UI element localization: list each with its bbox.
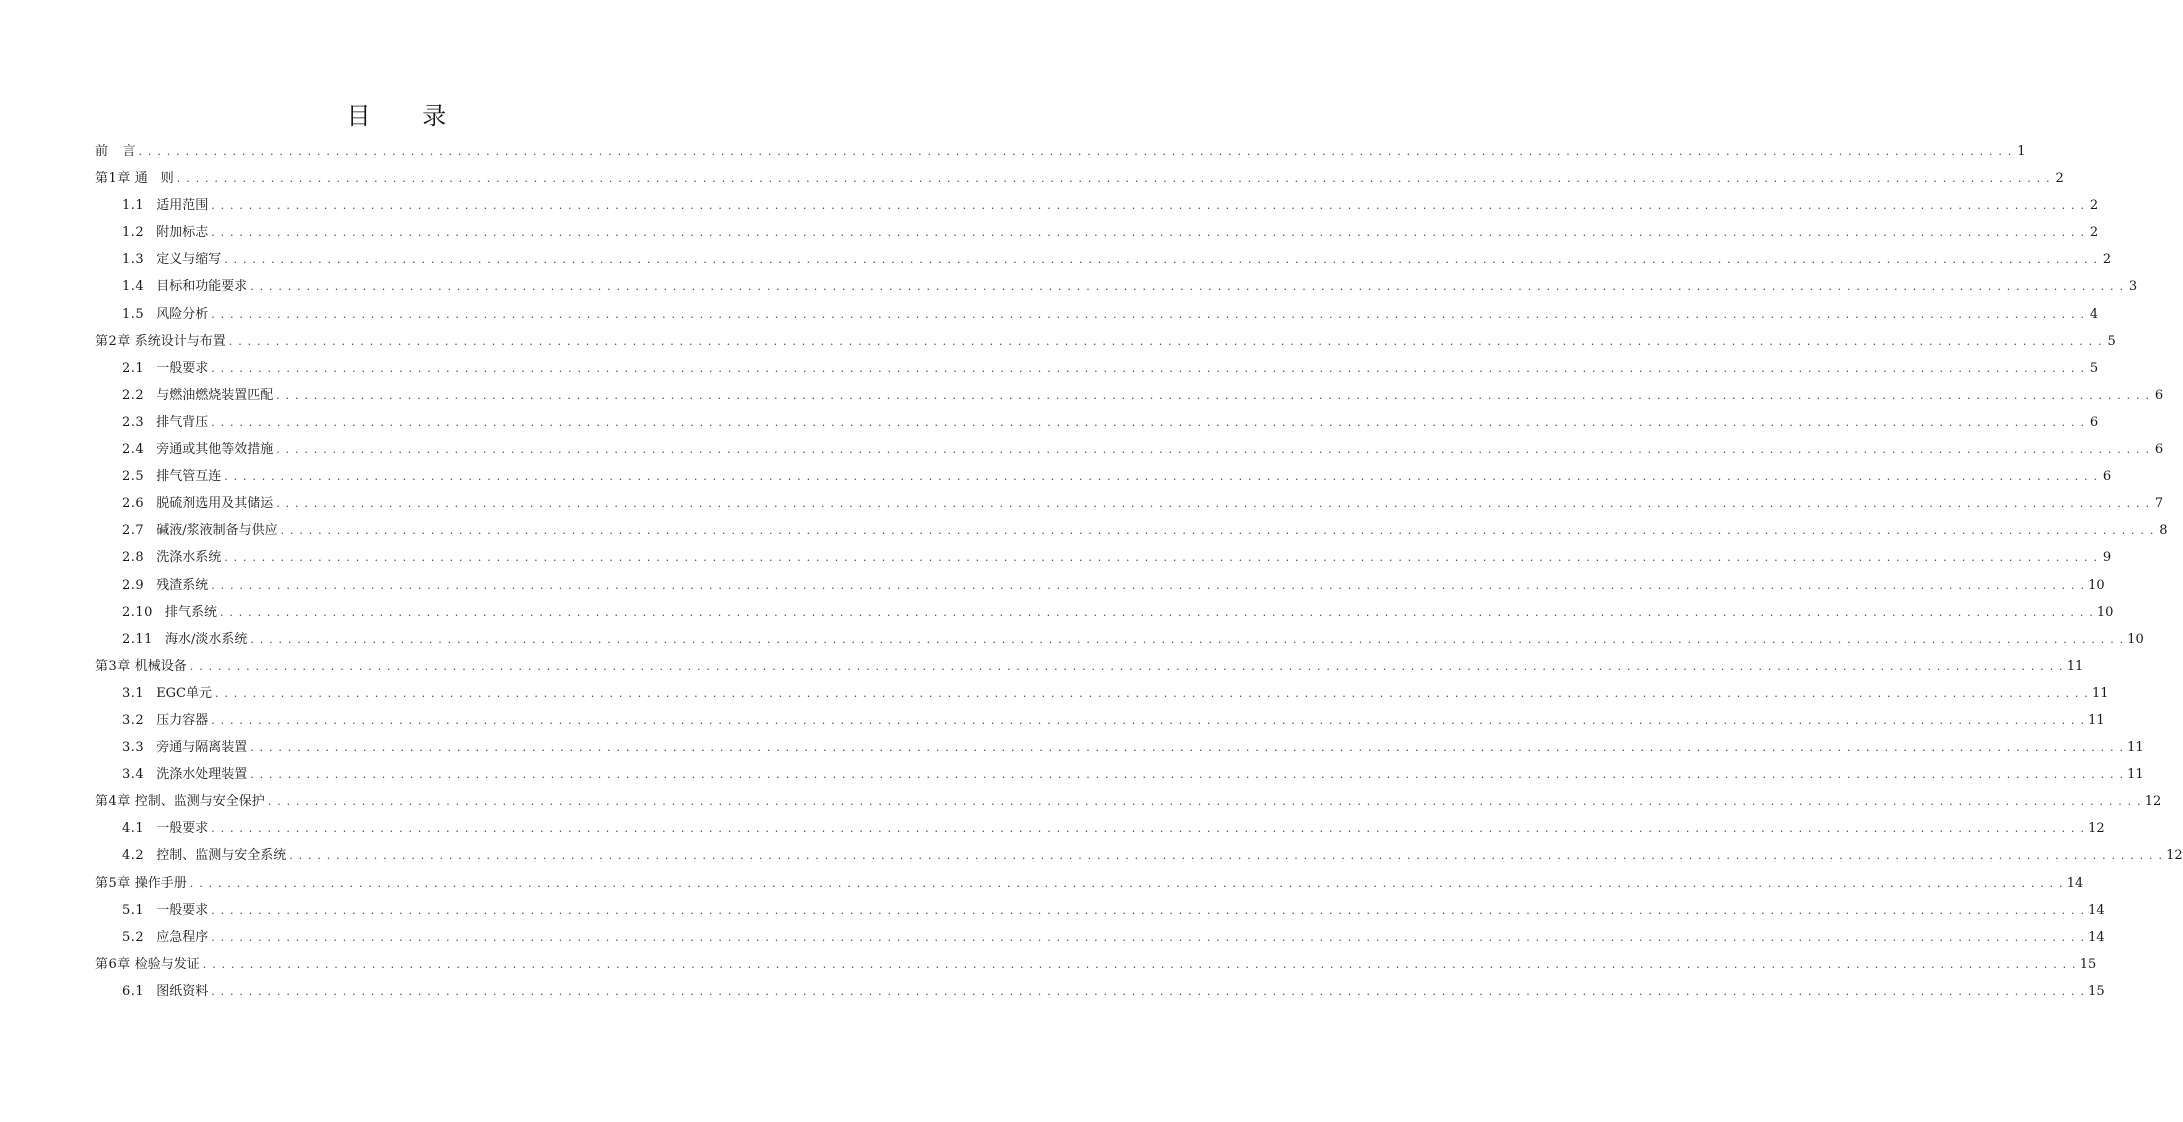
toc-entry-number: 4.1 <box>122 821 145 837</box>
toc-entry-number: 1.2 <box>122 225 145 241</box>
table-of-contents <box>95 140 2183 1007</box>
dot-leader: . . . . . . . . . . . . . . . . . . . . . . . . . . . . . . . . . . . . . . . . . . . . . . . . . . . . . . . . . . . . . . . . . . . . . . . . . . . . . . . . . . . . . . . . . . . . . . . . . . . . . . . . . . . . . . . . . . . . . . . . . . . . . . . . . . . . . . . . . . . . . . . . . . . . . . . . . . . . . . . . . . . . . . . . . . . . . . . . . . . . . . . . . . . . . . . . . . . . . . . . <box>211 930 2086 944</box>
toc-entry[interactable] <box>95 519 2168 546</box>
toc-entry-label: 排气背压 <box>156 414 209 430</box>
toc-entry-page: 12 <box>2166 848 2183 864</box>
toc-entry-number: 第2章 <box>95 333 131 349</box>
toc-entry-label: 控制、监测与安全系统 <box>156 848 287 864</box>
dot-leader: . . . . . . . . . . . . . . . . . . . . . . . . . . . . . . . . . . . . . . . . . . . . . . . . . . . . . . . . . . . . . . . . . . . . . . . . . . . . . . . . . . . . . . . . . . . . . . . . . . . . . . . . . . . . . . . . . . . . . . . . . . . . . . . . . . . . . . . . . . . . . . . . . . . . . . . . . . . . . . . . . . . . . . . . . . . . . . . . . . . . . . . . . . . . . . . . . . . . . . . . <box>211 713 2086 727</box>
toc-entry-page: 4 <box>2089 306 2099 322</box>
toc-entry-number: 第5章 <box>95 875 131 891</box>
toc-entry-label: 旁通或其他等效措施 <box>156 442 274 458</box>
toc-entry-page: 12 <box>2088 821 2105 837</box>
toc-entry-page: 12 <box>2144 794 2162 810</box>
toc-entry-page: 1 <box>2017 144 2026 159</box>
toc-entry-number: 第6章 <box>95 956 131 972</box>
dot-leader: . . . . . . . . . . . . . . . . . . . . . . . . . . . . . . . . . . . . . . . . . . . . . . . . . . . . . . . . . . . . . . . . . . . . . . . . . . . . . . . . . . . . . . . . . . . . . . . . . . . . . . . . . . . . . . . . . . . . . . . . . . . . . . . . . . . . . . . . . . . . . . . . . . . . . . . . . . . . . . . . . . . . . . . . . . . . . . . . . . . . . . . . . . . . . . . . . . . . . . . . <box>211 822 2086 836</box>
toc-entry-number: 2.11 <box>122 631 153 647</box>
toc-entry-page: 5 <box>2107 333 2116 349</box>
toc-entry[interactable] <box>95 303 2099 330</box>
toc-entry-number: 3.1 <box>122 685 145 701</box>
dot-leader: . . . . . . . . . . . . . . . . . . . . . . . . . . . . . . . . . . . . . . . . . . . . . . . . . . . . . . . . . . . . . . . . . . . . . . . . . . . . . . . . . . . . . . . . . . . . . . . . . . . . . . . . . . . . . . . . . . . . . . . . . . . . . . . . . . . . . . . . . . . . . . . . . . . . . . . . . . . . . . . . . . . . . . . . . . . . . . . . . . . . . . . . . . . . . . . . . . . . . . . . <box>250 768 2125 782</box>
toc-entry-label: 排气系统 <box>164 604 217 620</box>
toc-entry-number: 1.1 <box>122 198 145 214</box>
toc-entry-page: 2 <box>2102 252 2112 268</box>
toc-entry-label: 附加标志 <box>156 225 209 241</box>
toc-entry[interactable] <box>95 411 2099 438</box>
toc-entry[interactable] <box>95 438 2164 465</box>
toc-entry[interactable] <box>95 275 2138 302</box>
dot-leader: . . . . . . . . . . . . . . . . . . . . . . . . . . . . . . . . . . . . . . . . . . . . . . . . . . . . . . . . . . . . . . . . . . . . . . . . . . . . . . . . . . . . . . . . . . . . . . . . . . . . . . . . . . . . . . . . . . . . . . . . . . . . . . . . . . . . . . . . . . . . . . . . . . . . . . . . . . . . . . . . . . . . . . . . . . . . . . . . . . . . . . . . . . . . . . . . . . . . . . . . <box>276 443 2151 457</box>
page-title: 目 录 <box>346 102 469 130</box>
toc-entry-page: 6 <box>2154 442 2164 458</box>
toc-entry-label: 定义与缩写 <box>156 252 222 268</box>
dot-leader: . . . . . . . . . . . . . . . . . . . . . . . . . . . . . . . . . . . . . . . . . . . . . . . . . . . . . . . . . . . . . . . . . . . . . . . . . . . . . . . . . . . . . . . . . . . . . . . . . . . . . . . . . . . . . . . . . . . . . . . . . . . . . . . . . . . . . . . . . . . . . . . . . . . . . . . . . . . . . . . . . . . . . . . . . . . . . . . . . . . . . . . . . . . . . . . . . . . . . . . . <box>250 280 2125 294</box>
toc-entry-number: 第3章 <box>95 658 131 674</box>
toc-entry-number: 2.6 <box>122 496 145 512</box>
toc-entry[interactable] <box>95 655 2084 682</box>
toc-entry-page: 6 <box>2154 387 2164 403</box>
toc-entry-label: 通 则 <box>134 171 174 187</box>
toc-entry-page: 11 <box>2127 740 2144 756</box>
dot-leader: . . . . . . . . . . . . . . . . . . . . . . . . . . . . . . . . . . . . . . . . . . . . . . . . . . . . . . . . . . . . . . . . . . . . . . . . . . . . . . . . . . . . . . . . . . . . . . . . . . . . . . . . . . . . . . . . . . . . . . . . . . . . . . . . . . . . . . . . . . . . . . . . . . . . . . . . . . . . . . . . . . . . . . . . . . . . . . . . . . . . . . . . . . . . . . . . . . . . . . . . <box>138 145 2013 158</box>
toc-entry-label: 言 <box>122 144 136 159</box>
dot-leader: . . . . . . . . . . . . . . . . . . . . . . . . . . . . . . . . . . . . . . . . . . . . . . . . . . . . . . . . . . . . . . . . . . . . . . . . . . . . . . . . . . . . . . . . . . . . . . . . . . . . . . . . . . . . . . . . . . . . . . . . . . . . . . . . . . . . . . . . . . . . . . . . . . . . . . . . . . . . . . . . . . . . . . . . . . . . . . . . . . . . . . . . . . . . . . . . . . . . . . . . <box>276 388 2151 402</box>
toc-entry-number: 2.10 <box>122 604 153 620</box>
toc-entry-page: 6 <box>2089 414 2099 430</box>
toc-entry[interactable] <box>95 763 2144 790</box>
dot-leader: . . . . . . . . . . . . . . . . . . . . . . . . . . . . . . . . . . . . . . . . . . . . . . . . . . . . . . . . . . . . . . . . . . . . . . . . . . . . . . . . . . . . . . . . . . . . . . . . . . . . . . . . . . . . . . . . . . . . . . . . . . . . . . . . . . . . . . . . . . . . . . . . . . . . . . . . . . . . . . . . . . . . . . . . . . . . . . . . . . . . . . . . . . . . . . . . . . . . . . . . <box>289 849 2164 863</box>
dot-leader: . . . . . . . . . . . . . . . . . . . . . . . . . . . . . . . . . . . . . . . . . . . . . . . . . . . . . . . . . . . . . . . . . . . . . . . . . . . . . . . . . . . . . . . . . . . . . . . . . . . . . . . . . . . . . . . . . . . . . . . . . . . . . . . . . . . . . . . . . . . . . . . . . . . . . . . . . . . . . . . . . . . . . . . . . . . . . . . . . . . . . . . . . . . . . . . . . . . . . . . . <box>211 578 2086 592</box>
toc-entry-label: 图纸资料 <box>156 983 209 999</box>
dot-leader: . . . . . . . . . . . . . . . . . . . . . . . . . . . . . . . . . . . . . . . . . . . . . . . . . . . . . . . . . . . . . . . . . . . . . . . . . . . . . . . . . . . . . . . . . . . . . . . . . . . . . . . . . . . . . . . . . . . . . . . . . . . . . . . . . . . . . . . . . . . . . . . . . . . . . . . . . . . . . . . . . . . . . . . . . . . . . . . . . . . . . . . . . . . . . . . . . . . . . . . . <box>211 361 2086 375</box>
toc-entry-label: 适用范围 <box>156 198 209 214</box>
toc-entry-label: 一般要求 <box>156 902 209 918</box>
toc-entry-page: 14 <box>2088 929 2105 945</box>
toc-entry-number: 2.7 <box>122 523 145 539</box>
toc-entry[interactable] <box>95 194 2099 221</box>
toc-entry-label: 海水/淡水系统 <box>164 631 248 647</box>
toc-entry-page: 8 <box>2159 523 2168 539</box>
toc-entry-label: 一般要求 <box>156 821 209 837</box>
toc-entry[interactable] <box>95 736 2144 763</box>
toc-entry-page: 6 <box>2102 469 2112 485</box>
toc-entry-label: 应急程序 <box>156 929 209 945</box>
toc-entry-number: 2.9 <box>122 577 145 593</box>
toc-entry-page: 10 <box>2088 577 2105 593</box>
dot-leader: . . . . . . . . . . . . . . . . . . . . . . . . . . . . . . . . . . . . . . . . . . . . . . . . . . . . . . . . . . . . . . . . . . . . . . . . . . . . . . . . . . . . . . . . . . . . . . . . . . . . . . . . . . . . . . . . . . . . . . . . . . . . . . . . . . . . . . . . . . . . . . . . . . . . . . . . . . . . . . . . . . . . . . . . . . . . . . . . . . . . . . . . . . . . . . . . . . . . . . . . <box>224 470 2099 484</box>
dot-leader: . . . . . . . . . . . . . . . . . . . . . . . . . . . . . . . . . . . . . . . . . . . . . . . . . . . . . . . . . . . . . . . . . . . . . . . . . . . . . . . . . . . . . . . . . . . . . . . . . . . . . . . . . . . . . . . . . . . . . . . . . . . . . . . . . . . . . . . . . . . . . . . . . . . . . . . . . . . . . . . . . . . . . . . . . . . . . . . . . . . . . . . . . . . . . . . . . . . . . . . . <box>228 334 2103 348</box>
toc-entry-number: 2.8 <box>122 550 145 566</box>
toc-entry[interactable] <box>95 872 2084 899</box>
toc-entry-page: 11 <box>2088 712 2105 728</box>
toc-entry-number: 4.2 <box>122 848 145 864</box>
toc-entry-number: 5.2 <box>122 929 145 945</box>
dot-leader: . . . . . . . . . . . . . . . . . . . . . . . . . . . . . . . . . . . . . . . . . . . . . . . . . . . . . . . . . . . . . . . . . . . . . . . . . . . . . . . . . . . . . . . . . . . . . . . . . . . . . . . . . . . . . . . . . . . . . . . . . . . . . . . . . . . . . . . . . . . . . . . . . . . . . . . . . . . . . . . . . . . . . . . . . . . . . . . . . . . . . . . . . . . . . . . . . . . . . . . . <box>211 984 2086 998</box>
toc-entry[interactable] <box>95 330 2116 357</box>
toc-entry-label: 机械设备 <box>134 658 187 674</box>
toc-entry-page: 7 <box>2154 496 2164 512</box>
toc-entry-label: 残渣系统 <box>156 577 209 593</box>
toc-entry-label: 排气管互连 <box>156 469 222 485</box>
dot-leader: . . . . . . . . . . . . . . . . . . . . . . . . . . . . . . . . . . . . . . . . . . . . . . . . . . . . . . . . . . . . . . . . . . . . . . . . . . . . . . . . . . . . . . . . . . . . . . . . . . . . . . . . . . . . . . . . . . . . . . . . . . . . . . . . . . . . . . . . . . . . . . . . . . . . . . . . . . . . . . . . . . . . . . . . . . . . . . . . . . . . . . . . . . . . . . . . . . . . . . . . <box>224 253 2099 267</box>
toc-entry-page: 10 <box>2127 631 2144 647</box>
toc-entry-number: 1.5 <box>122 306 145 322</box>
toc-entry-number: 2.4 <box>122 442 145 458</box>
toc-entry-page: 15 <box>2079 956 2097 972</box>
toc-entry-page: 9 <box>2102 550 2112 566</box>
toc-entry-label: 检验与发证 <box>134 956 200 972</box>
dot-leader: . . . . . . . . . . . . . . . . . . . . . . . . . . . . . . . . . . . . . . . . . . . . . . . . . . . . . . . . . . . . . . . . . . . . . . . . . . . . . . . . . . . . . . . . . . . . . . . . . . . . . . . . . . . . . . . . . . . . . . . . . . . . . . . . . . . . . . . . . . . . . . . . . . . . . . . . . . . . . . . . . . . . . . . . . . . . . . . . . . . . . . . . . . . . . . . . . . . . . . . . <box>211 903 2086 917</box>
toc-entry[interactable] <box>95 953 2097 980</box>
toc-entry-label: 旁通与隔离装置 <box>156 740 248 756</box>
dot-leader: . . . . . . . . . . . . . . . . . . . . . . . . . . . . . . . . . . . . . . . . . . . . . . . . . . . . . . . . . . . . . . . . . . . . . . . . . . . . . . . . . . . . . . . . . . . . . . . . . . . . . . . . . . . . . . . . . . . . . . . . . . . . . . . . . . . . . . . . . . . . . . . . . . . . . . . . . . . . . . . . . . . . . . . . . . . . . . . . . . . . . . . . . . . . . . . . . . . . . . . . <box>189 876 2064 890</box>
toc-entry-page: 11 <box>2066 658 2084 674</box>
dot-leader: . . . . . . . . . . . . . . . . . . . . . . . . . . . . . . . . . . . . . . . . . . . . . . . . . . . . . . . . . . . . . . . . . . . . . . . . . . . . . . . . . . . . . . . . . . . . . . . . . . . . . . . . . . . . . . . . . . . . . . . . . . . . . . . . . . . . . . . . . . . . . . . . . . . . . . . . . . . . . . . . . . . . . . . . . . . . . . . . . . . . . . . . . . . . . . . . . . . . . . . . <box>224 551 2099 565</box>
toc-entry[interactable] <box>95 682 2109 709</box>
toc-entry-number: 3.2 <box>122 712 145 728</box>
toc-entry[interactable] <box>95 248 2112 275</box>
toc-entry[interactable] <box>95 709 2105 736</box>
dot-leader: . . . . . . . . . . . . . . . . . . . . . . . . . . . . . . . . . . . . . . . . . . . . . . . . . . . . . . . . . . . . . . . . . . . . . . . . . . . . . . . . . . . . . . . . . . . . . . . . . . . . . . . . . . . . . . . . . . . . . . . . . . . . . . . . . . . . . . . . . . . . . . . . . . . . . . . . . . . . . . . . . . . . . . . . . . . . . . . . . . . . . . . . . . . . . . . . . . . . . . . . <box>189 659 2064 673</box>
toc-entry[interactable] <box>95 980 2105 1007</box>
toc-entry[interactable] <box>95 628 2144 655</box>
toc-entry-page: 11 <box>2127 767 2144 783</box>
dot-leader: . . . . . . . . . . . . . . . . . . . . . . . . . . . . . . . . . . . . . . . . . . . . . . . . . . . . . . . . . . . . . . . . . . . . . . . . . . . . . . . . . . . . . . . . . . . . . . . . . . . . . . . . . . . . . . . . . . . . . . . . . . . . . . . . . . . . . . . . . . . . . . . . . . . . . . . . . . . . . . . . . . . . . . . . . . . . . . . . . . . . . . . . . . . . . . . . . . . . . . . . <box>215 686 2089 700</box>
toc-entry[interactable] <box>95 546 2112 573</box>
dot-leader: . . . . . . . . . . . . . . . . . . . . . . . . . . . . . . . . . . . . . . . . . . . . . . . . . . . . . . . . . . . . . . . . . . . . . . . . . . . . . . . . . . . . . . . . . . . . . . . . . . . . . . . . . . . . . . . . . . . . . . . . . . . . . . . . . . . . . . . . . . . . . . . . . . . . . . . . . . . . . . . . . . . . . . . . . . . . . . . . . . . . . . . . . . . . . . . . . . . . . . . . <box>280 524 2155 538</box>
toc-entry-number: 2.3 <box>122 414 145 430</box>
dot-leader: . . . . . . . . . . . . . . . . . . . . . . . . . . . . . . . . . . . . . . . . . . . . . . . . . . . . . . . . . . . . . . . . . . . . . . . . . . . . . . . . . . . . . . . . . . . . . . . . . . . . . . . . . . . . . . . . . . . . . . . . . . . . . . . . . . . . . . . . . . . . . . . . . . . . . . . . . . . . . . . . . . . . . . . . . . . . . . . . . . . . . . . . . . . . . . . . . . . . . . . . <box>176 172 2051 186</box>
toc-entry-label: 系统设计与布置 <box>134 333 226 349</box>
toc-entry[interactable] <box>95 844 2183 871</box>
toc-entry-label: EGC单元 <box>156 685 213 701</box>
toc-entry[interactable] <box>95 574 2105 601</box>
dot-leader: . . . . . . . . . . . . . . . . . . . . . . . . . . . . . . . . . . . . . . . . . . . . . . . . . . . . . . . . . . . . . . . . . . . . . . . . . . . . . . . . . . . . . . . . . . . . . . . . . . . . . . . . . . . . . . . . . . . . . . . . . . . . . . . . . . . . . . . . . . . . . . . . . . . . . . . . . . . . . . . . . . . . . . . . . . . . . . . . . . . . . . . . . . . . . . . . . . . . . . . . <box>250 632 2125 646</box>
toc-entry-label: 一般要求 <box>156 360 209 376</box>
toc-entry[interactable] <box>95 384 2164 411</box>
toc-entry-page: 2 <box>2089 198 2099 214</box>
toc-entry-page: 2 <box>2055 171 2064 187</box>
toc-entry-number: 3.3 <box>122 740 145 756</box>
toc-entry-number: 5.1 <box>122 902 145 918</box>
toc-entry-label: 洗涤水处理装置 <box>156 767 248 783</box>
toc-entry-number: 前 <box>95 144 109 159</box>
toc-entry[interactable] <box>95 167 2064 194</box>
dot-leader: . . . . . . . . . . . . . . . . . . . . . . . . . . . . . . . . . . . . . . . . . . . . . . . . . . . . . . . . . . . . . . . . . . . . . . . . . . . . . . . . . . . . . . . . . . . . . . . . . . . . . . . . . . . . . . . . . . . . . . . . . . . . . . . . . . . . . . . . . . . . . . . . . . . . . . . . . . . . . . . . . . . . . . . . . . . . . . . . . . . . . . . . . . . . . . . . . . . . . . . . <box>250 741 2125 755</box>
dot-leader: . . . . . . . . . . . . . . . . . . . . . . . . . . . . . . . . . . . . . . . . . . . . . . . . . . . . . . . . . . . . . . . . . . . . . . . . . . . . . . . . . . . . . . . . . . . . . . . . . . . . . . . . . . . . . . . . . . . . . . . . . . . . . . . . . . . . . . . . . . . . . . . . . . . . . . . . . . . . . . . . . . . . . . . . . . . . . . . . . . . . . . . . . . . . . . . . . . . . . . . . <box>211 199 2086 213</box>
toc-entry-page: 11 <box>2091 685 2109 701</box>
toc-entry-label: 与燃油燃烧装置匹配 <box>156 387 274 403</box>
dot-leader: . . . . . . . . . . . . . . . . . . . . . . . . . . . . . . . . . . . . . . . . . . . . . . . . . . . . . . . . . . . . . . . . . . . . . . . . . . . . . . . . . . . . . . . . . . . . . . . . . . . . . . . . . . . . . . . . . . . . . . . . . . . . . . . . . . . . . . . . . . . . . . . . . . . . . . . . . . . . . . . . . . . . . . . . . . . . . . . . . . . . . . . . . . . . . . . . . . . . . . . . <box>267 795 2142 809</box>
toc-entry-page: 3 <box>2128 279 2138 295</box>
toc-entry-label: 目标和功能要求 <box>156 279 248 295</box>
toc-entry-number: 1.4 <box>122 279 145 295</box>
toc-entry-page: 14 <box>2066 875 2084 891</box>
toc-entry-number: 2.2 <box>122 387 145 403</box>
toc-entry-number: 2.5 <box>122 469 145 485</box>
dot-leader: . . . . . . . . . . . . . . . . . . . . . . . . . . . . . . . . . . . . . . . . . . . . . . . . . . . . . . . . . . . . . . . . . . . . . . . . . . . . . . . . . . . . . . . . . . . . . . . . . . . . . . . . . . . . . . . . . . . . . . . . . . . . . . . . . . . . . . . . . . . . . . . . . . . . . . . . . . . . . . . . . . . . . . . . . . . . . . . . . . . . . . . . . . . . . . . . . . . . . . . . <box>219 605 2094 619</box>
toc-entry[interactable] <box>95 899 2105 926</box>
dot-leader: . . . . . . . . . . . . . . . . . . . . . . . . . . . . . . . . . . . . . . . . . . . . . . . . . . . . . . . . . . . . . . . . . . . . . . . . . . . . . . . . . . . . . . . . . . . . . . . . . . . . . . . . . . . . . . . . . . . . . . . . . . . . . . . . . . . . . . . . . . . . . . . . . . . . . . . . . . . . . . . . . . . . . . . . . . . . . . . . . . . . . . . . . . . . . . . . . . . . . . . . <box>276 497 2151 511</box>
toc-entry-label: 压力容器 <box>156 712 209 728</box>
toc-entry-label: 脱硫剂选用及其储运 <box>156 496 274 512</box>
toc-entry[interactable] <box>95 357 2099 384</box>
toc-entry[interactable] <box>95 601 2114 628</box>
toc-entry[interactable] <box>95 817 2105 844</box>
dot-leader: . . . . . . . . . . . . . . . . . . . . . . . . . . . . . . . . . . . . . . . . . . . . . . . . . . . . . . . . . . . . . . . . . . . . . . . . . . . . . . . . . . . . . . . . . . . . . . . . . . . . . . . . . . . . . . . . . . . . . . . . . . . . . . . . . . . . . . . . . . . . . . . . . . . . . . . . . . . . . . . . . . . . . . . . . . . . . . . . . . . . . . . . . . . . . . . . . . . . . . . . <box>211 307 2086 321</box>
toc-entry-label: 控制、监测与安全保护 <box>134 794 265 810</box>
toc-entry-page: 15 <box>2088 983 2105 999</box>
toc-entry-number: 1.3 <box>122 252 145 268</box>
dot-leader: . . . . . . . . . . . . . . . . . . . . . . . . . . . . . . . . . . . . . . . . . . . . . . . . . . . . . . . . . . . . . . . . . . . . . . . . . . . . . . . . . . . . . . . . . . . . . . . . . . . . . . . . . . . . . . . . . . . . . . . . . . . . . . . . . . . . . . . . . . . . . . . . . . . . . . . . . . . . . . . . . . . . . . . . . . . . . . . . . . . . . . . . . . . . . . . . . . . . . . . . <box>211 226 2086 240</box>
toc-entry-number: 第4章 <box>95 794 131 810</box>
toc-entry[interactable] <box>95 221 2099 248</box>
toc-entry[interactable] <box>95 926 2105 953</box>
toc-entry-number: 2.1 <box>122 360 145 376</box>
dot-leader: . . . . . . . . . . . . . . . . . . . . . . . . . . . . . . . . . . . . . . . . . . . . . . . . . . . . . . . . . . . . . . . . . . . . . . . . . . . . . . . . . . . . . . . . . . . . . . . . . . . . . . . . . . . . . . . . . . . . . . . . . . . . . . . . . . . . . . . . . . . . . . . . . . . . . . . . . . . . . . . . . . . . . . . . . . . . . . . . . . . . . . . . . . . . . . . . . . . . . . . . <box>202 957 2077 971</box>
toc-entry-label: 洗涤水系统 <box>156 550 222 566</box>
toc-entry[interactable] <box>95 492 2164 519</box>
dot-leader: . . . . . . . . . . . . . . . . . . . . . . . . . . . . . . . . . . . . . . . . . . . . . . . . . . . . . . . . . . . . . . . . . . . . . . . . . . . . . . . . . . . . . . . . . . . . . . . . . . . . . . . . . . . . . . . . . . . . . . . . . . . . . . . . . . . . . . . . . . . . . . . . . . . . . . . . . . . . . . . . . . . . . . . . . . . . . . . . . . . . . . . . . . . . . . . . . . . . . . . . <box>211 415 2086 429</box>
toc-entry-page: 14 <box>2088 902 2105 918</box>
toc-entry-label: 碱液/浆液制备与供应 <box>156 523 278 539</box>
toc-entry[interactable] <box>95 465 2112 492</box>
toc-entry-page: 10 <box>2096 604 2114 620</box>
toc-entry-number: 3.4 <box>122 767 145 783</box>
toc-entry-label: 风险分析 <box>156 306 209 322</box>
toc-entry-page: 2 <box>2089 225 2099 241</box>
toc-entry[interactable] <box>95 790 2162 817</box>
toc-entry-page: 5 <box>2089 360 2099 376</box>
toc-entry[interactable] <box>95 140 2026 167</box>
toc-entry-number: 6.1 <box>122 983 145 999</box>
toc-entry-number: 第1章 <box>95 171 131 187</box>
toc-entry-label: 操作手册 <box>134 875 187 891</box>
